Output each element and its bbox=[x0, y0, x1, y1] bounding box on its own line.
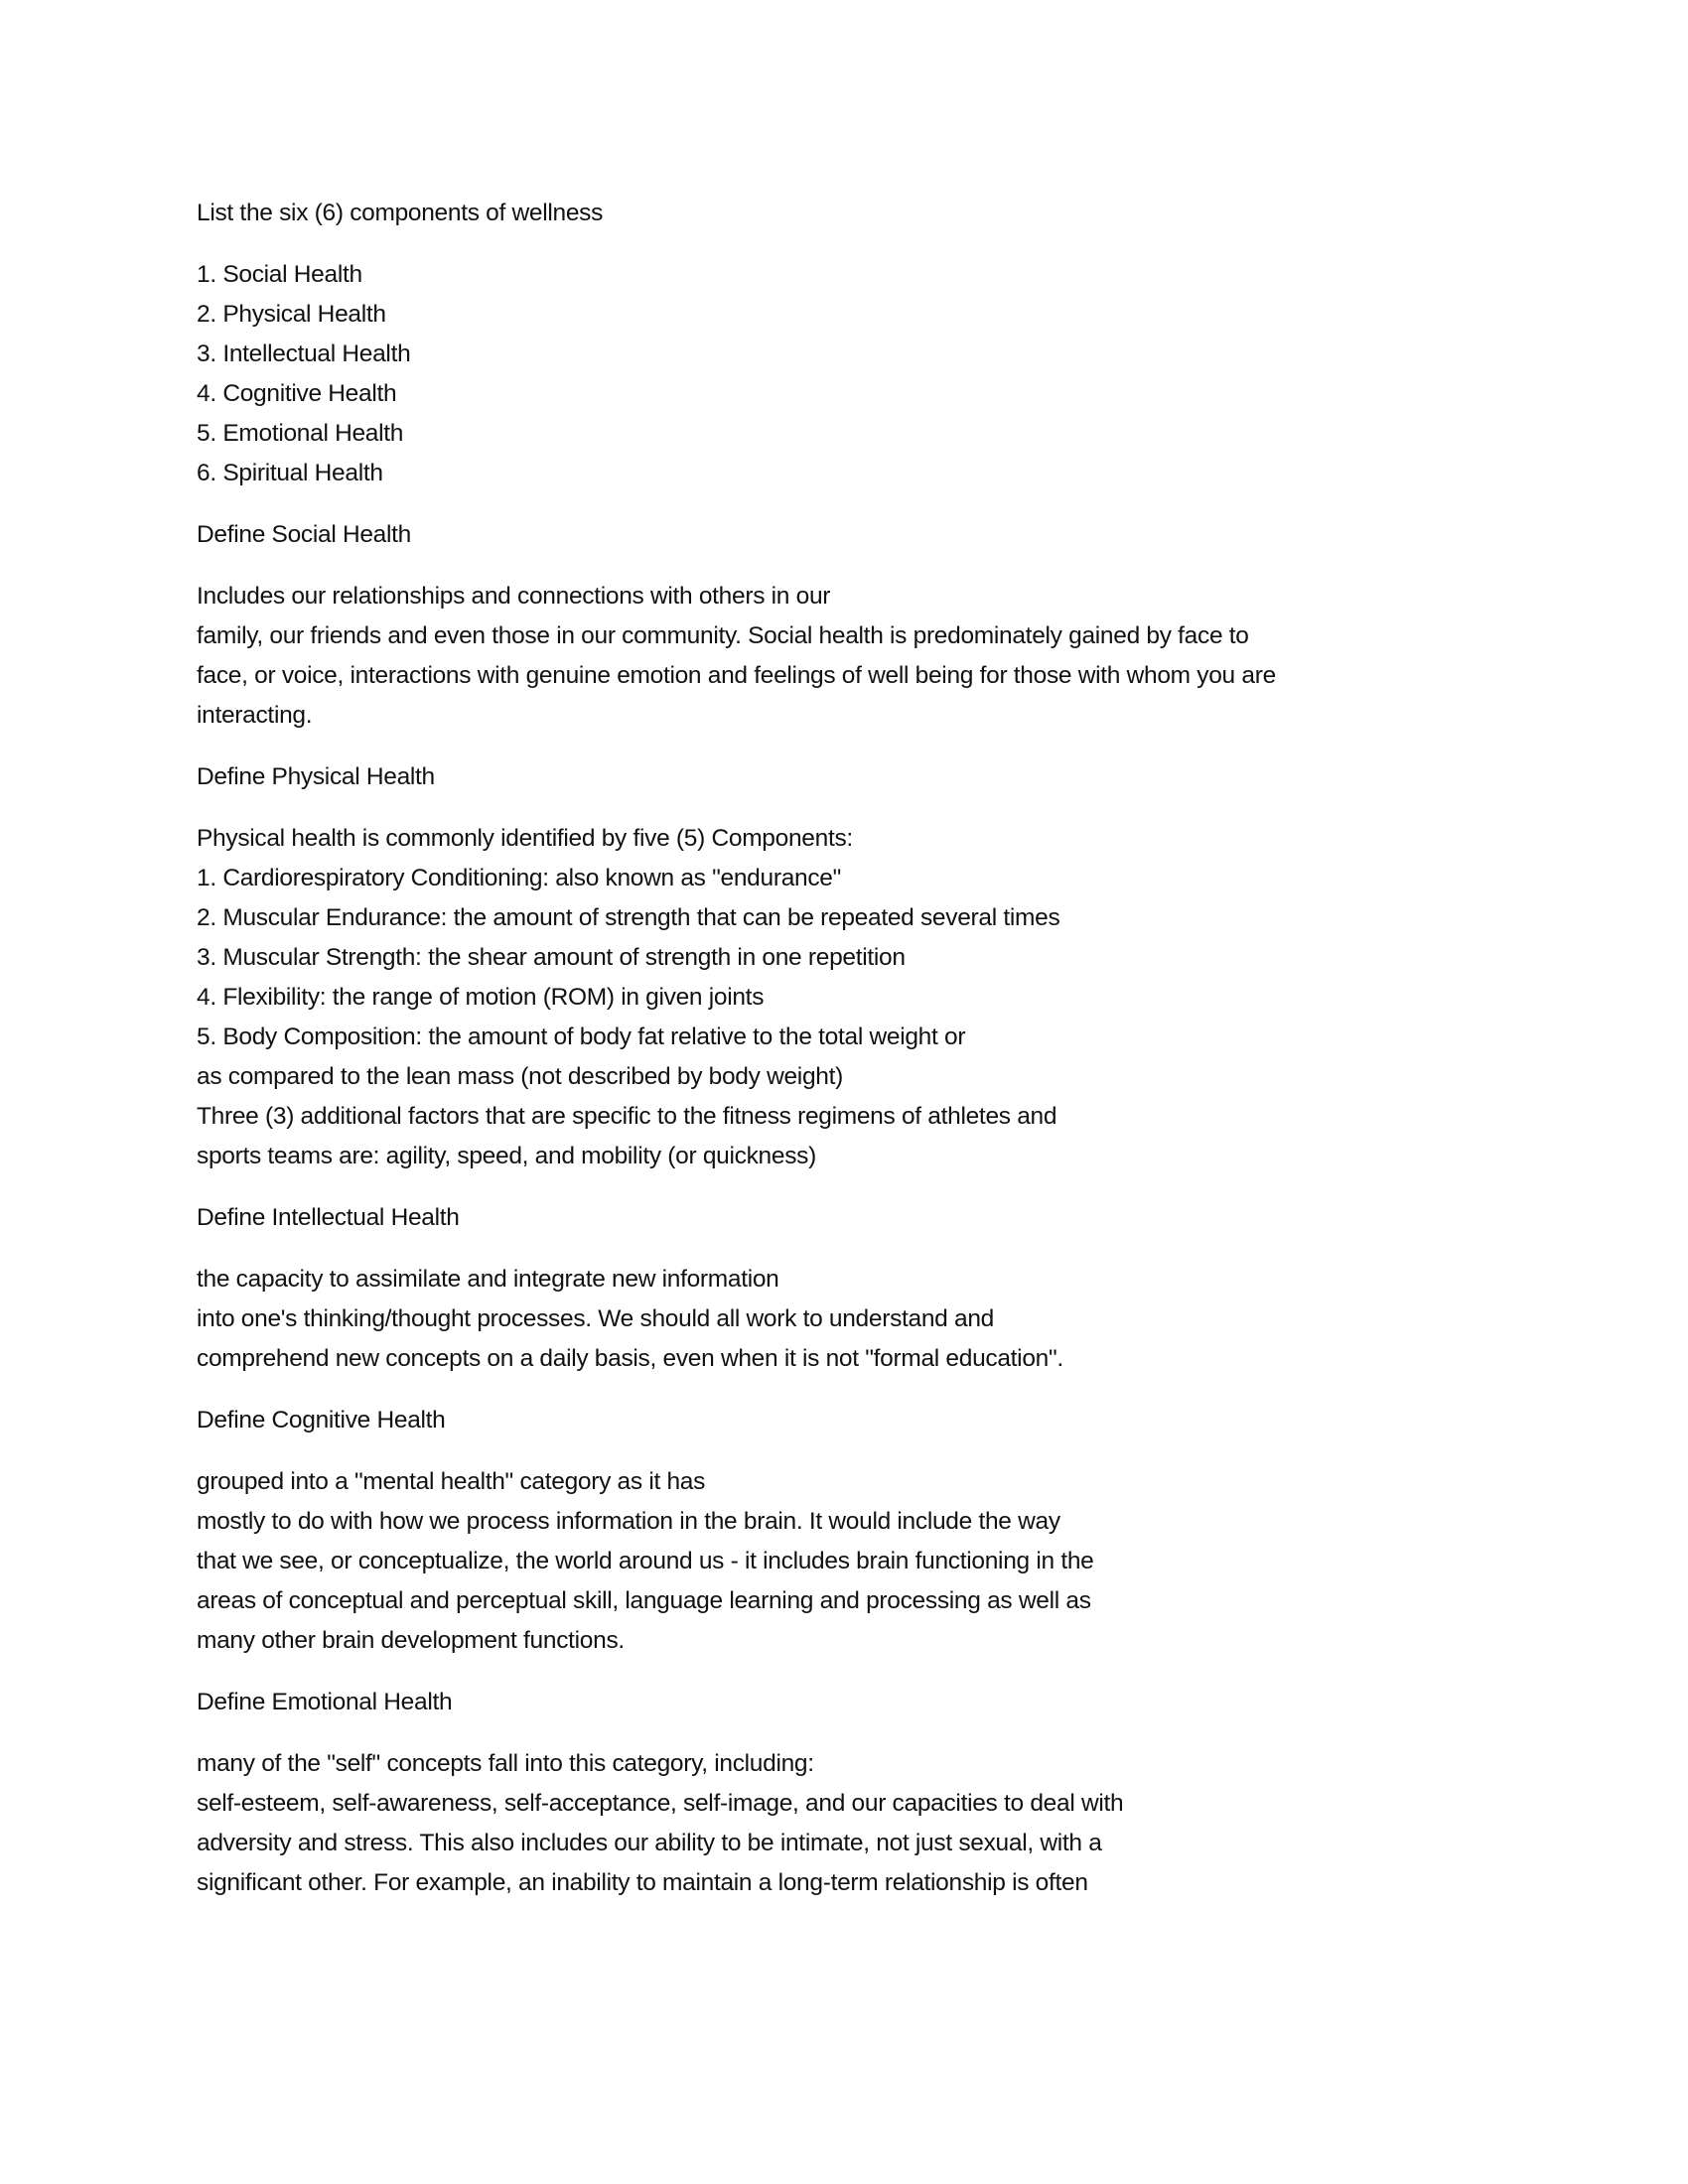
text-line: Includes our relationships and connections with others in our bbox=[197, 583, 831, 610]
text-line: adversity and stress. This also includes our ability to be intimate, not just sexual, with a bbox=[197, 1830, 1102, 1856]
text-line: self-esteem, self-awareness, self-acceptance, self-image, and our capacities to deal with bbox=[197, 1790, 1124, 1817]
text-line: Three (3) additional factors that are specific to the fitness regimens of athletes and bbox=[197, 1103, 1057, 1130]
text-line: many other brain development functions. bbox=[197, 1627, 625, 1654]
text-line: face, or voice, interactions with genuine emotion and feelings of well being for those with whom you are bbox=[197, 662, 1276, 689]
section-heading bbox=[197, 1198, 1587, 1238]
text-line: List the six (6) components of wellness bbox=[197, 200, 604, 226]
text-block bbox=[197, 819, 1587, 1176]
text-line: the capacity to assimilate and integrate new information bbox=[197, 1266, 779, 1293]
text-line: many of the "self" concepts fall into this category, including: bbox=[197, 1750, 814, 1777]
text-line: 3. Muscular Strength: the shear amount of strength in one repetition bbox=[197, 944, 906, 971]
text-block bbox=[197, 255, 1587, 493]
text-line: 1. Cardiorespiratory Conditioning: also known as "endurance" bbox=[197, 865, 842, 891]
section-heading bbox=[197, 1683, 1587, 1722]
section-heading bbox=[197, 757, 1587, 797]
text-block bbox=[197, 1260, 1587, 1379]
document-page bbox=[197, 194, 1587, 1925]
text-block bbox=[197, 1744, 1587, 1903]
text-line: Define Physical Health bbox=[197, 763, 435, 790]
section-heading bbox=[197, 515, 1587, 555]
text-line: family, our friends and even those in our community. Social health is predominately gained by face to bbox=[197, 622, 1249, 649]
text-line: 5. Emotional Health bbox=[197, 420, 404, 447]
text-line: 2. Muscular Endurance: the amount of strength that can be repeated several times bbox=[197, 904, 1060, 931]
text-block bbox=[197, 577, 1587, 736]
text-line: 4. Flexibility: the range of motion (ROM) in given joints bbox=[197, 984, 765, 1011]
text-block bbox=[197, 194, 1587, 233]
text-line: areas of conceptual and perceptual skill, language learning and processing as well as bbox=[197, 1587, 1091, 1614]
text-line: 4. Cognitive Health bbox=[197, 380, 397, 407]
text-line: sports teams are: agility, speed, and mobility (or quickness) bbox=[197, 1143, 816, 1169]
text-line: that we see, or conceptualize, the world around us - it includes brain functioning in the bbox=[197, 1548, 1094, 1574]
text-line: 2. Physical Health bbox=[197, 301, 386, 328]
text-line: Define Emotional Health bbox=[197, 1689, 453, 1715]
text-line: as compared to the lean mass (not described by body weight) bbox=[197, 1063, 843, 1090]
text-line: 6. Spiritual Health bbox=[197, 460, 383, 486]
text-line: Define Intellectual Health bbox=[197, 1204, 460, 1231]
text-line: 1. Social Health bbox=[197, 261, 362, 288]
text-line: 3. Intellectual Health bbox=[197, 341, 411, 367]
text-block bbox=[197, 1462, 1587, 1661]
text-line: Define Cognitive Health bbox=[197, 1407, 446, 1433]
text-line: 5. Body Composition: the amount of body fat relative to the total weight or bbox=[197, 1024, 966, 1050]
text-line: significant other. For example, an inability to maintain a long-term relationship is often bbox=[197, 1869, 1088, 1896]
text-line: grouped into a "mental health" category as it has bbox=[197, 1468, 706, 1495]
text-line: Define Social Health bbox=[197, 521, 411, 548]
text-line: Physical health is commonly identified by five (5) Components: bbox=[197, 825, 853, 852]
text-line: interacting. bbox=[197, 702, 313, 729]
section-heading bbox=[197, 1401, 1587, 1440]
text-line: comprehend new concepts on a daily basis, even when it is not "formal education". bbox=[197, 1345, 1063, 1372]
text-line: mostly to do with how we process information in the brain. It would include the way bbox=[197, 1508, 1060, 1535]
text-line: into one's thinking/thought processes. We should all work to understand and bbox=[197, 1305, 994, 1332]
